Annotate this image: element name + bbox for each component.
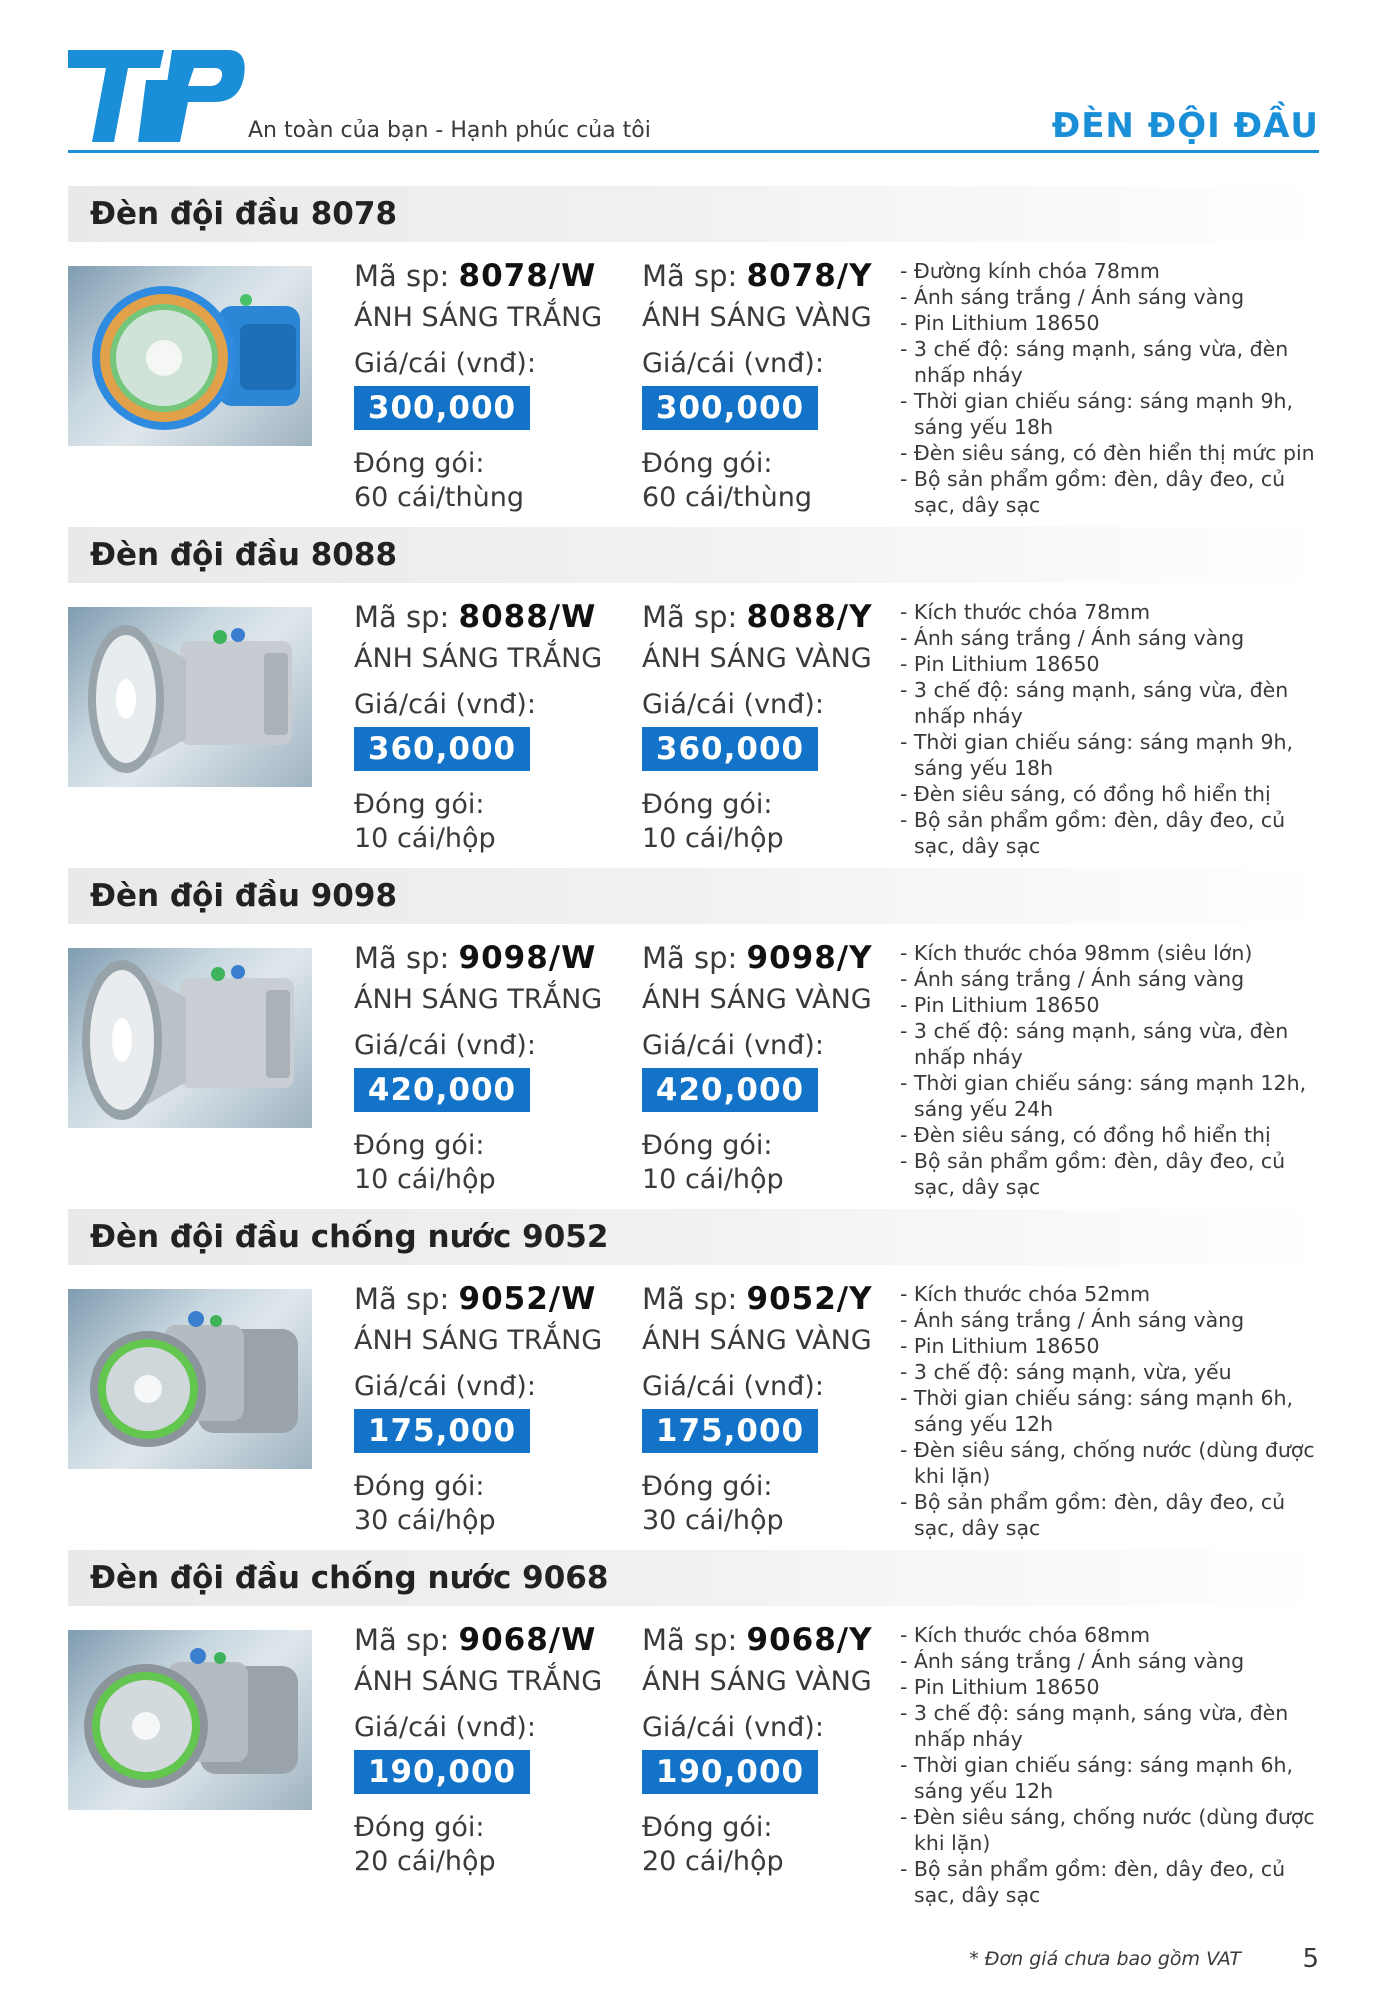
pack-label: Đóng gói: <box>642 789 773 820</box>
spec-list <box>900 940 1320 1200</box>
light-color: ÁNH SÁNG VÀNG <box>642 1325 872 1356</box>
price-label: Giá/cái (vnđ): <box>354 348 536 379</box>
spec-item: - Ánh sáng trắng / Ánh sáng vàng <box>900 1308 1245 1332</box>
spec-item: - Đèn siêu sáng, có đồng hồ hiển thị <box>900 1123 1271 1147</box>
spec-item: - Bộ sản phẩm gồm: đèn, dây đeo, củ sạc, dây sạc <box>900 1149 1286 1199</box>
product-code: 9068/Y <box>746 1622 873 1658</box>
variant-white <box>354 599 614 854</box>
price-badge: 300,000 <box>642 386 818 430</box>
spec-item: - Bộ sản phẩm gồm: đèn, dây đeo, củ sạc, dây sạc <box>900 1857 1286 1907</box>
spec-item: - Đường kính chóa 78mm <box>900 259 1160 283</box>
product-image <box>68 1630 312 1810</box>
product-card <box>68 186 1319 526</box>
product-code: 8078/W <box>458 258 597 294</box>
product-code-line <box>354 1622 614 1662</box>
spec-item: - Kích thước chóa 52mm <box>900 1282 1151 1306</box>
price-label: Giá/cái (vnđ): <box>354 1030 536 1061</box>
price-badge: 420,000 <box>642 1068 818 1112</box>
pack-label: Đóng gói: <box>354 1471 485 1502</box>
code-prefix: Mã sp: <box>354 259 450 293</box>
spec-list <box>900 1622 1320 1908</box>
pack-value: 20 cái/hộp <box>642 1846 784 1877</box>
price-badge: 175,000 <box>642 1409 818 1453</box>
variant-white <box>354 940 614 1195</box>
product-title: Đèn đội đầu chống nước 9052 <box>90 1219 609 1255</box>
product-code-line <box>642 258 902 298</box>
code-prefix: Mã sp: <box>642 1282 738 1316</box>
variant-yellow <box>642 599 902 854</box>
spec-item: - Bộ sản phẩm gồm: đèn, dây đeo, củ sạc, dây sạc <box>900 808 1286 858</box>
spec-item: - Bộ sản phẩm gồm: đèn, dây đeo, củ sạc, dây sạc <box>900 467 1286 517</box>
product-code-line <box>642 940 902 980</box>
product-title-bar <box>68 186 1319 242</box>
pack-label: Đóng gói: <box>354 448 485 479</box>
spec-item: - Đèn siêu sáng, chống nước (dùng được khi lặn) <box>900 1438 1315 1488</box>
product-title-bar <box>68 527 1319 583</box>
light-color: ÁNH SÁNG VÀNG <box>642 643 872 674</box>
light-color: ÁNH SÁNG VÀNG <box>642 1666 872 1697</box>
spec-item: - Kích thước chóa 98mm (siêu lớn) <box>900 941 1253 965</box>
spec-item: - 3 chế độ: sáng mạnh, sáng vừa, đèn nhấp nháy <box>900 678 1289 728</box>
spec-list <box>900 599 1320 859</box>
price-badge: 300,000 <box>354 386 530 430</box>
light-color: ÁNH SÁNG TRẮNG <box>354 1666 603 1697</box>
pack-value: 30 cái/hộp <box>354 1505 496 1536</box>
headlamp-grey-green-icon <box>68 1630 312 1810</box>
product-title-bar <box>68 1209 1319 1265</box>
price-label: Giá/cái (vnđ): <box>642 1030 824 1061</box>
tp-logo <box>68 50 248 142</box>
spec-item: - Thời gian chiếu sáng: sáng mạnh 6h, sáng yếu 12h <box>900 1386 1294 1436</box>
product-title: Đèn đội đầu 8088 <box>90 537 398 573</box>
product-image <box>68 607 312 787</box>
pack-label: Đóng gói: <box>642 1130 773 1161</box>
price-badge: 190,000 <box>354 1750 530 1794</box>
code-prefix: Mã sp: <box>354 1623 450 1657</box>
light-color: ÁNH SÁNG TRẮNG <box>354 643 603 674</box>
spec-item: - 3 chế độ: sáng mạnh, vừa, yếu <box>900 1360 1232 1384</box>
price-badge: 360,000 <box>354 727 530 771</box>
spec-item: - Ánh sáng trắng / Ánh sáng vàng <box>900 1649 1245 1673</box>
variant-white <box>354 1622 614 1877</box>
product-code-line <box>354 1281 614 1321</box>
product-code: 8088/W <box>458 599 597 635</box>
product-title-bar <box>68 868 1319 924</box>
price-badge: 175,000 <box>354 1409 530 1453</box>
product-title-bar <box>68 1550 1319 1606</box>
spec-item: - Ánh sáng trắng / Ánh sáng vàng <box>900 285 1245 309</box>
spec-item: - 3 chế độ: sáng mạnh, sáng vừa, đèn nhấp nháy <box>900 1701 1289 1751</box>
spec-item: - Thời gian chiếu sáng: sáng mạnh 9h, sáng yếu 18h <box>900 389 1294 439</box>
spec-item: - Thời gian chiếu sáng: sáng mạnh 9h, sáng yếu 18h <box>900 730 1294 780</box>
product-card <box>68 1550 1319 1907</box>
price-label: Giá/cái (vnđ): <box>642 348 824 379</box>
price-label: Giá/cái (vnđ): <box>354 689 536 720</box>
code-prefix: Mã sp: <box>354 1282 450 1316</box>
spec-list <box>900 258 1320 518</box>
code-prefix: Mã sp: <box>354 600 450 634</box>
variant-white <box>354 258 614 513</box>
pack-value: 10 cái/hộp <box>354 1164 496 1195</box>
product-code-line <box>642 1622 902 1662</box>
spec-item: - Thời gian chiếu sáng: sáng mạnh 12h, sáng yếu 24h <box>900 1071 1307 1121</box>
pack-value: 60 cái/thùng <box>354 482 524 513</box>
pack-value: 30 cái/hộp <box>642 1505 784 1536</box>
variant-yellow <box>642 1281 902 1536</box>
pack-value: 10 cái/hộp <box>642 823 784 854</box>
light-color: ÁNH SÁNG VÀNG <box>642 302 872 333</box>
spec-item: - Kích thước chóa 78mm <box>900 600 1151 624</box>
light-color: ÁNH SÁNG VÀNG <box>642 984 872 1015</box>
pack-label: Đóng gói: <box>354 789 485 820</box>
product-code: 9052/Y <box>746 1281 873 1317</box>
price-label: Giá/cái (vnđ): <box>642 689 824 720</box>
category-title: ĐÈN ĐỘI ĐẦU <box>1051 106 1319 146</box>
light-color: ÁNH SÁNG TRẮNG <box>354 302 603 333</box>
spec-item: - Pin Lithium 18650 <box>900 652 1100 676</box>
code-prefix: Mã sp: <box>642 259 738 293</box>
product-code-line <box>354 599 614 639</box>
code-prefix: Mã sp: <box>642 1623 738 1657</box>
light-color: ÁNH SÁNG TRẮNG <box>354 1325 603 1356</box>
price-badge: 190,000 <box>642 1750 818 1794</box>
headlamp-blue-orange-icon <box>68 266 312 446</box>
pack-label: Đóng gói: <box>642 1812 773 1843</box>
spec-item: - Đèn siêu sáng, có đèn hiển thị mức pin <box>900 441 1315 465</box>
pack-label: Đóng gói: <box>354 1130 485 1161</box>
pack-value: 20 cái/hộp <box>354 1846 496 1877</box>
page-header <box>0 0 1399 160</box>
spec-item: - Bộ sản phẩm gồm: đèn, dây đeo, củ sạc, dây sạc <box>900 1490 1286 1540</box>
spec-item: - 3 chế độ: sáng mạnh, sáng vừa, đèn nhấp nháy <box>900 1019 1289 1069</box>
spec-list <box>900 1281 1320 1541</box>
product-code: 8088/Y <box>746 599 873 635</box>
product-card <box>68 527 1319 867</box>
spec-item: - Pin Lithium 18650 <box>900 311 1100 335</box>
variant-yellow <box>642 258 902 513</box>
pack-label: Đóng gói: <box>642 448 773 479</box>
page-number: 5 <box>1302 1944 1319 1974</box>
spec-item: - Đèn siêu sáng, chống nước (dùng được khi lặn) <box>900 1805 1315 1855</box>
price-badge: 360,000 <box>642 727 818 771</box>
product-title: Đèn đội đầu 8078 <box>90 196 398 232</box>
vat-footnote: * Đơn giá chưa bao gồm VAT <box>969 1948 1241 1970</box>
product-image <box>68 948 312 1128</box>
headlamp-grey-green-icon <box>68 1289 312 1469</box>
price-label: Giá/cái (vnđ): <box>354 1371 536 1402</box>
product-card <box>68 868 1319 1208</box>
spec-item: - Pin Lithium 18650 <box>900 993 1100 1017</box>
product-card <box>68 1209 1319 1549</box>
product-code: 9052/W <box>458 1281 597 1317</box>
header-divider <box>68 150 1319 153</box>
tagline: An toàn của bạn - Hạnh phúc của tôi <box>248 118 651 143</box>
price-label: Giá/cái (vnđ): <box>642 1371 824 1402</box>
product-code: 8078/Y <box>746 258 873 294</box>
product-image <box>68 1289 312 1469</box>
pack-label: Đóng gói: <box>642 1471 773 1502</box>
product-title: Đèn đội đầu 9098 <box>90 878 398 914</box>
spec-item: - Ánh sáng trắng / Ánh sáng vàng <box>900 967 1245 991</box>
light-color: ÁNH SÁNG TRẮNG <box>354 984 603 1015</box>
product-code: 9098/W <box>458 940 597 976</box>
spec-item: - Ánh sáng trắng / Ánh sáng vàng <box>900 626 1245 650</box>
spec-item: - Đèn siêu sáng, có đồng hồ hiển thị <box>900 782 1271 806</box>
product-code: 9068/W <box>458 1622 597 1658</box>
spec-item: - Pin Lithium 18650 <box>900 1334 1100 1358</box>
code-prefix: Mã sp: <box>642 941 738 975</box>
pack-value: 10 cái/hộp <box>642 1164 784 1195</box>
variant-yellow <box>642 1622 902 1877</box>
price-badge: 420,000 <box>354 1068 530 1112</box>
product-code-line <box>642 599 902 639</box>
price-label: Giá/cái (vnđ): <box>642 1712 824 1743</box>
product-code: 9098/Y <box>746 940 873 976</box>
spec-item: - Kích thước chóa 68mm <box>900 1623 1151 1647</box>
product-code-line <box>642 1281 902 1321</box>
pack-value: 60 cái/thùng <box>642 482 812 513</box>
product-code-line <box>354 258 614 298</box>
variant-yellow <box>642 940 902 1195</box>
pack-label: Đóng gói: <box>354 1812 485 1843</box>
product-image <box>68 266 312 446</box>
pack-value: 10 cái/hộp <box>354 823 496 854</box>
variant-white <box>354 1281 614 1536</box>
headlamp-silver-icon <box>68 607 312 787</box>
price-label: Giá/cái (vnđ): <box>354 1712 536 1743</box>
spec-item: - Pin Lithium 18650 <box>900 1675 1100 1699</box>
spec-item: - Thời gian chiếu sáng: sáng mạnh 6h, sáng yếu 12h <box>900 1753 1294 1803</box>
headlamp-silver-large-icon <box>68 948 312 1128</box>
spec-item: - 3 chế độ: sáng mạnh, sáng vừa, đèn nhấp nháy <box>900 337 1289 387</box>
product-title: Đèn đội đầu chống nước 9068 <box>90 1560 609 1596</box>
product-code-line <box>354 940 614 980</box>
code-prefix: Mã sp: <box>354 941 450 975</box>
code-prefix: Mã sp: <box>642 600 738 634</box>
